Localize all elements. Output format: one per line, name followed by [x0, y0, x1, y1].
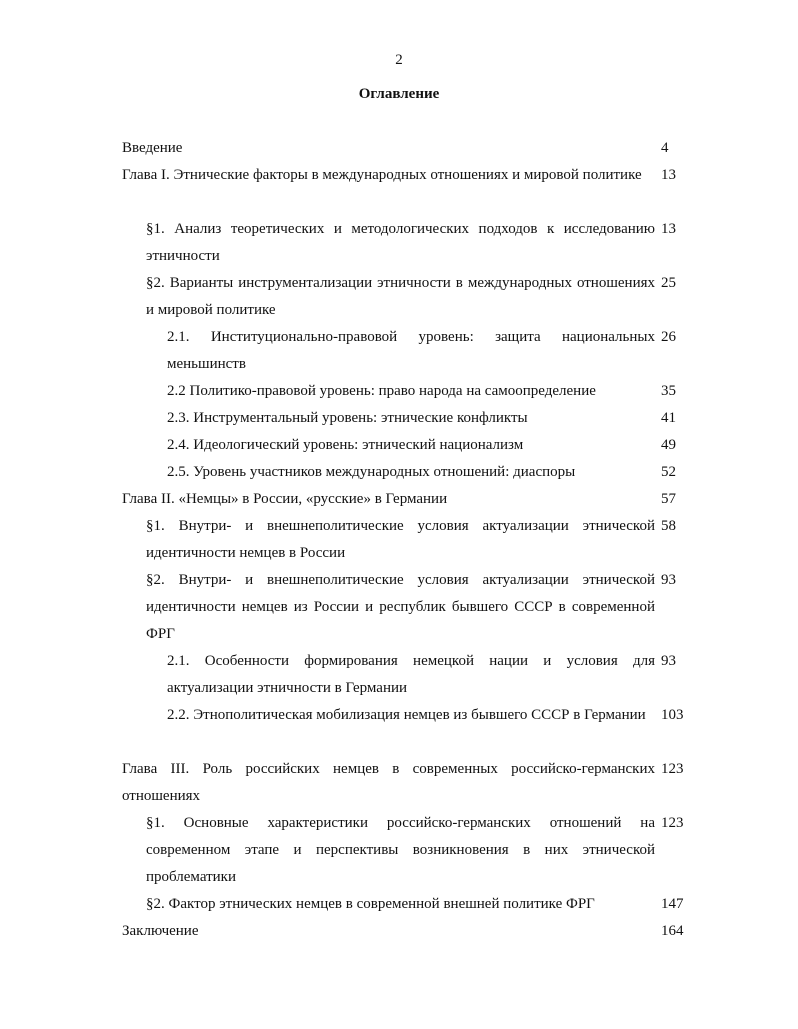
toc-entry-ch3-section-1 — [146, 810, 655, 891]
toc-entry-page: 13 — [661, 221, 676, 237]
toc-entry-text: 2.4. Идеологический уровень: этнический национализм — [167, 437, 524, 453]
toc-entry-text: Глава II. «Немцы» в России, «русские» в Германии — [122, 491, 448, 507]
toc-entry-text: §2. Варианты инструментализации этничности в международных отношениях и мировой политике — [146, 275, 655, 318]
toc-entry-introduction — [122, 135, 655, 162]
toc-entry-page: 26 — [661, 329, 676, 345]
toc-entry-text: 2.2 Политико-правовой уровень: право народа на самоопределение — [167, 383, 596, 399]
toc-entry-ch3-section-2 — [146, 891, 655, 918]
toc-entry-text: §1. Основные характеристики российско-германских отношений на современном этапе и перспективы возникновения в них этнической проблематики — [146, 815, 655, 885]
toc-entry-chapter-3 — [122, 756, 655, 810]
page-title: Оглавление — [358, 86, 440, 102]
toc-entry-ch1-section-2 — [146, 270, 655, 324]
toc-entry-text: 2.1. Особенности формирования немецкой нации и условия для актуализации этничности в Германии — [167, 653, 655, 696]
toc-entry-text: §2. Внутри- и внешнеполитические условия актуализации этнической идентичности немцев из России и республик бывшего СССР в современной ФРГ — [146, 572, 655, 642]
toc-entry-page: 52 — [661, 464, 676, 480]
toc-entry-text: Глава III. Роль российских немцев в современных российско-германских отношениях — [122, 761, 655, 804]
toc-entry-text: Введение — [122, 140, 183, 156]
toc-entry-ch2-section-2 — [146, 567, 655, 648]
toc-entry-ch1-subsection-2-5 — [167, 459, 655, 486]
toc-entry-conclusion — [122, 918, 655, 945]
toc-entry-page: 123 — [661, 815, 684, 831]
toc-entry-ch1-section-1 — [146, 216, 655, 270]
toc-entry-page: 25 — [661, 275, 676, 291]
toc-entry-ch1-subsection-2-3 — [167, 405, 655, 432]
toc-entry-text: 2.1. Институционально-правовой уровень: защита национальных меньшинств — [167, 329, 655, 372]
toc-entry-ch2-subsection-2-1 — [167, 648, 655, 702]
toc-entry-page: 93 — [661, 653, 676, 669]
toc-entry-text: Глава I. Этнические факторы в международных отношениях и мировой политике — [122, 167, 642, 183]
toc-entry-page: 13 — [661, 167, 676, 183]
toc-entry-page: 93 — [661, 572, 676, 588]
toc-entry-ch1-subsection-2-1 — [167, 324, 655, 378]
toc-entry-text: §1. Внутри- и внешнеполитические условия актуализации этнической идентичности немцев в России — [146, 518, 655, 561]
toc-entry-ch1-subsection-2-2 — [167, 378, 655, 405]
toc-entry-page: 147 — [661, 896, 684, 912]
toc-entry-ch1-subsection-2-4 — [167, 432, 655, 459]
toc-entry-page: 49 — [661, 437, 676, 453]
toc-entry-ch2-subsection-2-2 — [167, 702, 655, 729]
toc-entry-ch2-section-1 — [146, 513, 655, 567]
toc-entry-text: 2.5. Уровень участников международных отношений: диаспоры — [167, 464, 576, 480]
toc-entry-page: 35 — [661, 383, 676, 399]
toc-entry-text: §2. Фактор этнических немцев в современной внешней политике ФРГ — [146, 896, 595, 912]
toc-entry-chapter-1 — [122, 162, 655, 189]
toc-entry-page: 4 — [661, 140, 669, 156]
toc-entry-page: 164 — [661, 923, 684, 939]
toc-entry-text: Заключение — [122, 923, 199, 939]
toc-entry-page: 57 — [661, 491, 676, 507]
toc-entry-page: 123 — [661, 761, 684, 777]
toc-entry-text: 2.2. Этнополитическая мобилизация немцев из бывшего СССР в Германии — [167, 707, 646, 723]
toc-entry-chapter-2 — [122, 486, 655, 513]
toc-entry-page: 58 — [661, 518, 676, 534]
toc-entry-page: 103 — [661, 707, 684, 723]
toc-entry-text: 2.3. Инструментальный уровень: этнические конфликты — [167, 410, 528, 426]
page-number: 2 — [395, 52, 403, 68]
toc-entry-page: 41 — [661, 410, 676, 426]
toc-entry-text: §1. Анализ теоретических и методологических подходов к исследованию этничности — [146, 221, 655, 264]
